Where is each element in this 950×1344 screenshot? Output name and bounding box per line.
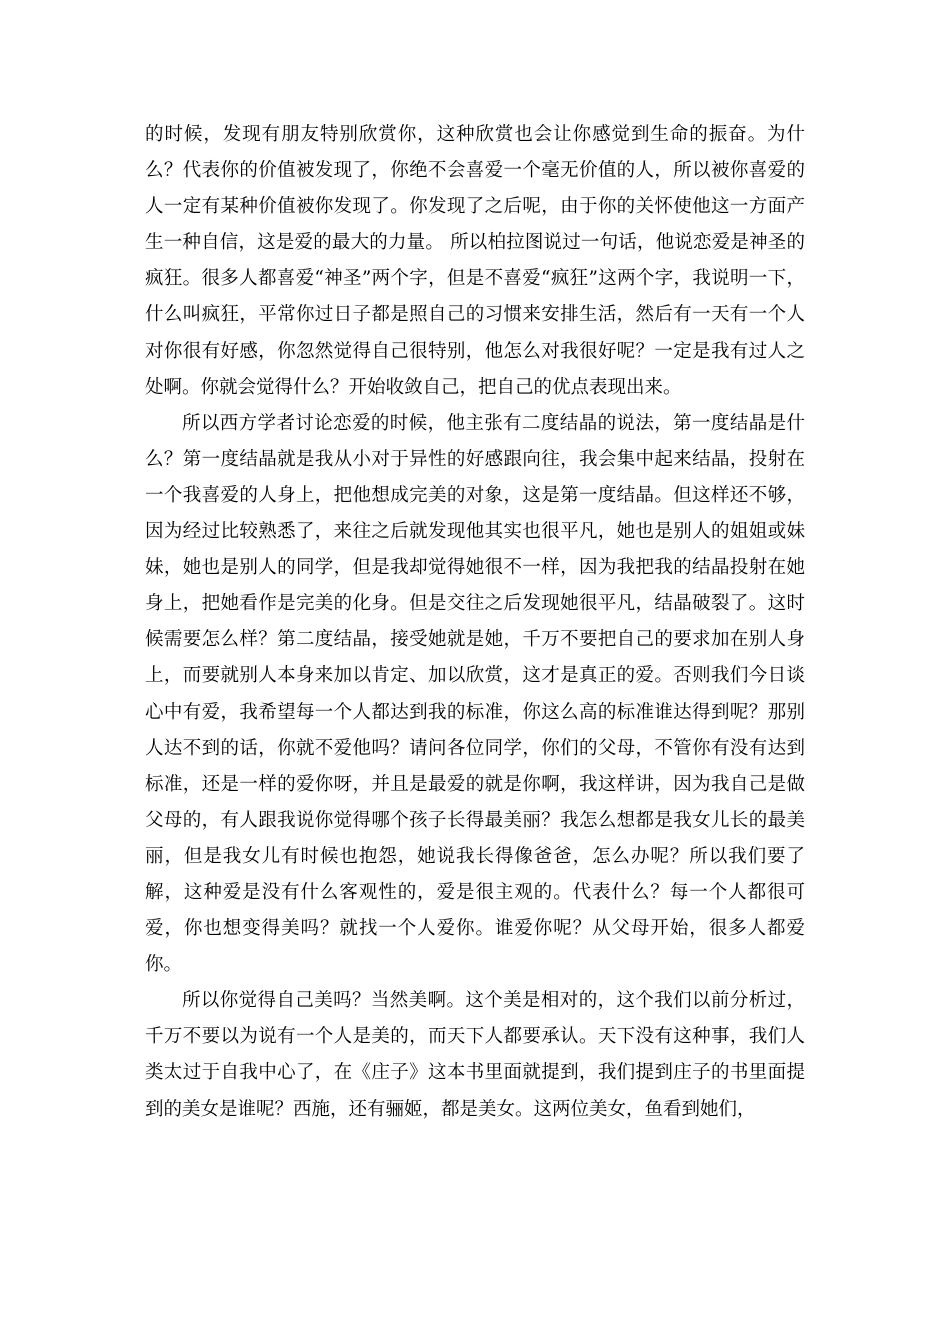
document-body — [145, 117, 805, 1128]
paragraph-2: 所以西方学者讨论恋爱的时候，他主张有二度结晶的说法，第一度结晶是什么？第一度结晶就是我从小对于异性的好感跟向往，我会集中起来结晶，投射在一个我喜爱的人身上，把他想成完美的对象，这是第一度结晶。但这样还不够，因为经过比较熟悉了，来往之后就发现他其实也很平凡，她也是别人的姐姐或妹妹，她也是别人的同学，但是我却觉得她很不一样，因为我把我的结晶投射在她身上，把她看作是完美的化身。但是交往之后发现她很平凡，结晶破裂了。这时候需要怎么样？第二度结晶，接受她就是她，千万不要把自己的要求加在别人身上，而要就别人本身来加以肯定、加以欣赏，这才是真正的爱。否则我们今日谈心中有爱，我希望每一个人都达到我的标准，你这么高的标准谁达得到呢？那别人达不到的话，你就不爱他吗？请问各位同学，你们的父母，不管你有没有达到标准，还是一样的爱你呀，并且是最爱的就是你啊，我这样讲，因为我自己是做父母的，有人跟我说你觉得哪个孩子长得最美丽？我怎么想都是我女儿长的最美丽，但是我女儿有时候也抱怨，她说我长得像爸爸，怎么办呢？所以我们要了解，这种爱是没有什么客观性的，爱是很主观的。代表什么？每一个人都很可爱，你也想变得美吗？就找一个人爱你。谁爱你呢？从父母开始，很多人都爱你。 — [145, 412, 805, 976]
paragraph-3: 所以你觉得自己美吗？当然美啊。这个美是相对的，这个我们以前分析过，千万不要以为说有一个人是美的，而天下人都要承认。天下没有这种事，我们人类太过于自我中心了，在《庄子》这本书里面就提到，我们提到庄子的书里面提到的美女是谁呢？西施，还有骊姬，都是美女。这两位美女，鱼看到她们， — [145, 990, 805, 1120]
paragraph-1: 的时候，发现有朋友特别欣赏你，这种欣赏也会让你感觉到生命的振奋。为什么？代表你的价值被发现了，你绝不会喜爱一个毫无价值的人，所以被你喜爱的人一定有某种价值被你发现了。你发现了之后呢，由于你的关怀使他这一方面产生一种自信，这是爱的最大的力量。 所以柏拉图说过一句话，他说恋爱是神圣的疯狂。很多人都喜爱“神圣”两个字，但是不喜爱“疯狂”这两个字，我说明一下，什么叫疯狂，平常你过日子都是照自己的习惯来安排生活，然后有一天有一个人对你很有好感，你忽然觉得自己很特别，他怎么对我很好呢？一定是我有过人之处啊。你就会觉得什么？开始收敛自己，把自己的优点表现出来。 — [145, 124, 805, 398]
